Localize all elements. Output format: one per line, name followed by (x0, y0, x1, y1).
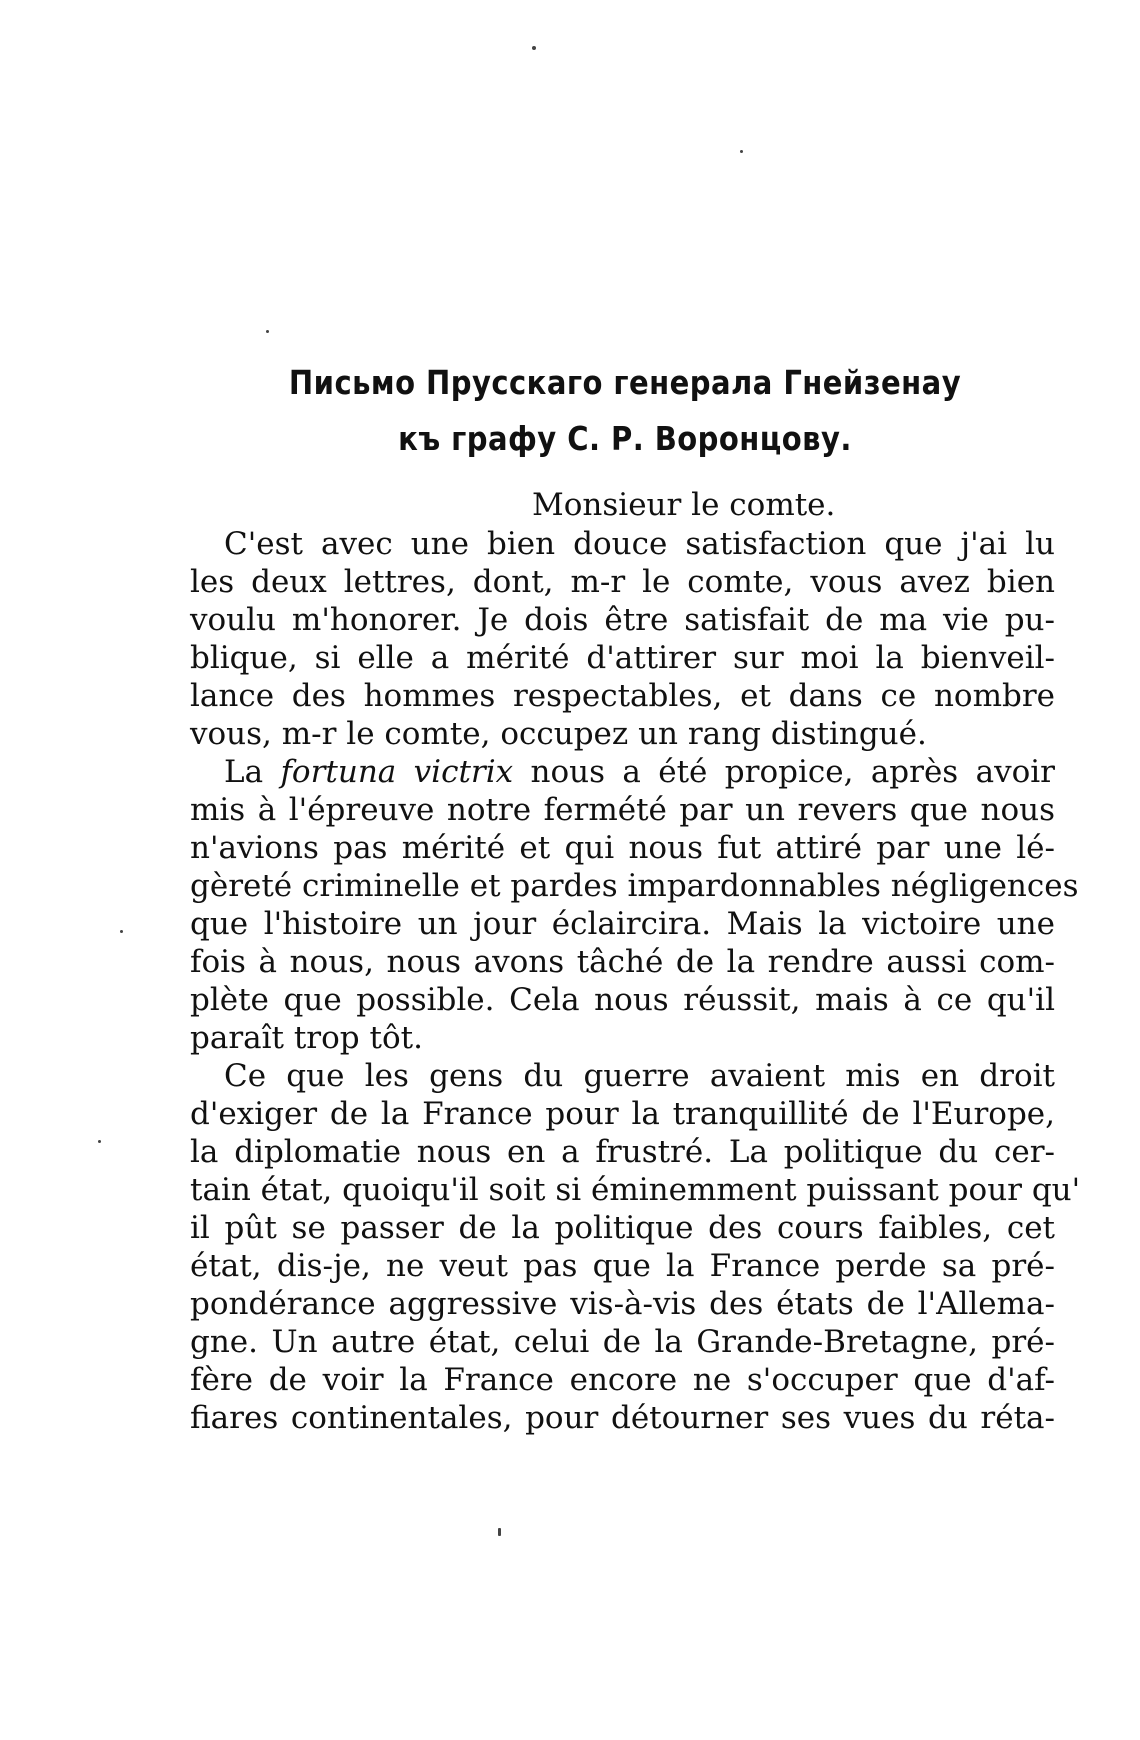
text-line: vous, m-r le comte, occupez un rang distingué. (190, 716, 927, 752)
title-line-1: Письмо Прусскаго генерала Гнейзенау (288, 363, 962, 402)
text-line: n'avions pas mérité et qui nous fut attiré par une lé- (190, 830, 1055, 866)
text-line: voulu m'honorer. Je dois être satisfait de ma vie pu- (190, 602, 1055, 638)
text-line: gèreté criminelle et pardes impardonnables négligences (190, 868, 1079, 904)
text-line: lance des hommes respectables, et dans ce nombre (190, 678, 1055, 714)
print-speck (532, 46, 536, 50)
text-line: d'exiger de la France pour la tranquillité de l'Europe, (190, 1096, 1055, 1132)
italic-phrase: fortuna victrix (280, 754, 514, 790)
text-line: les deux lettres, dont, m-r le comte, vous avez bien (190, 564, 1055, 600)
title-line-2: къ графу С. Р. Воронцову. (398, 419, 852, 458)
text-line: paraît trop tôt. (190, 1020, 423, 1056)
text-line: état, dis-je, ne veut pas que la France perde sa pré- (190, 1248, 1055, 1284)
text-line: C'est avec une bien douce satisfaction que j'ai lu (224, 526, 1055, 562)
text-line: blique, si elle a mérité d'attirer sur moi la bienveil- (190, 640, 1055, 676)
paragraph-2-first-line (224, 751, 1055, 793)
text-line: que l'histoire un jour éclaircira. Mais la victoire une (190, 906, 1055, 942)
print-speck (740, 150, 743, 153)
print-speck (98, 1140, 101, 1143)
salutation: Monsieur le comte. (532, 487, 836, 523)
text-line: plète que possible. Cela nous réussit, mais à ce qu'il (190, 982, 1055, 1018)
text-line: fois à nous, nous avons tâché de la rendre aussi com- (190, 944, 1055, 980)
text-line: mis à l'épreuve notre fermété par un revers que nous (190, 792, 1055, 828)
text-line: tain état, quoiqu'il soit si éminemment puissant pour qu' (190, 1172, 1081, 1208)
text-line: fiares continentales, pour détourner ses vues du réta- (190, 1400, 1055, 1436)
text-line: fère de voir la France encore ne s'occuper que d'af- (190, 1362, 1055, 1398)
text-line: la diplomatie nous en a frustré. La politique du cer- (190, 1134, 1055, 1170)
text-line: Ce que les gens du guerre avaient mis en droit (224, 1058, 1055, 1094)
print-speck (266, 330, 269, 333)
text-span: La (224, 754, 281, 790)
print-speck (120, 930, 123, 933)
text-line: il pût se passer de la politique des cours faibles, cet (190, 1210, 1055, 1246)
text-line: pondérance aggressive vis-à-vis des états de l'Allema- (190, 1286, 1055, 1322)
text-span: nous a été propice, après avoir (513, 754, 1055, 790)
print-speck (498, 1528, 501, 1536)
text-line: gne. Un autre état, celui de la Grande-Bretagne, pré- (190, 1324, 1055, 1360)
